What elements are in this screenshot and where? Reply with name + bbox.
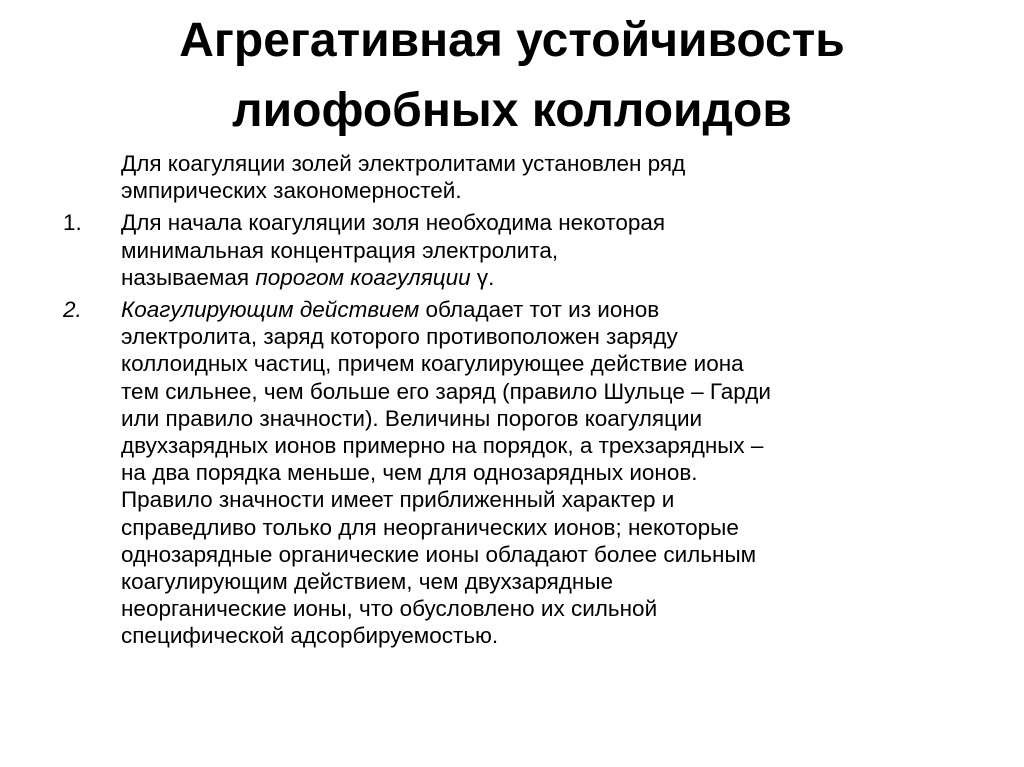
intro-line-1: Для коагуляции золей электролитами установлен ряд (121, 151, 686, 176)
item2-line: тем сильнее, чем больше его заряд (правило Шульце – Гарди (121, 378, 771, 404)
item1-line-3-prefix: называемая (121, 264, 256, 290)
title-line-2: лиофобных коллоидов (232, 84, 792, 137)
list-number-2: 2. (63, 297, 82, 323)
item2-line-1 (121, 296, 963, 323)
item2-line: коагулирующим действием, чем двухзарядные (121, 569, 614, 595)
item2-line: специфической адсорбируемостью. (121, 623, 499, 649)
item2-line: Правило значности имеет приближенный характер и (121, 487, 675, 513)
intro-paragraph (63, 150, 963, 204)
item2-line: справедливо только для неорганических ионов; некоторые (121, 514, 739, 540)
list-item-1 (63, 209, 963, 291)
item1-line-1: Для начала коагуляции золя необходима некоторая (121, 210, 666, 236)
coagulating-action-term: Коагулирующим действием (121, 297, 420, 323)
item2-line: коллоидных частиц, причем коагулирующее действие иона (121, 351, 744, 377)
list-item-2 (63, 296, 963, 650)
list-number-1: 1. (63, 210, 82, 236)
item2-line: однозарядные органические ионы обладают более сильным (121, 541, 757, 567)
item2-line: неорганические ионы, что обусловлено их сильной (121, 596, 658, 622)
item2-line: или правило значности). Величины порогов коагуляции (121, 405, 703, 431)
item2-line-1-rest: обладает тот из ионов (419, 297, 660, 323)
slide-body (63, 150, 963, 655)
coagulation-threshold-term: порогом коагуляции (255, 264, 471, 290)
title-line-1: Агрегативная устойчивость (179, 14, 845, 67)
item2-line: на два порядка меньше, чем для однозарядных ионов. (121, 460, 698, 486)
item1-line-3-suffix: γ. (470, 264, 495, 290)
slide-title (0, 0, 1024, 146)
item2-line: двухзарядных ионов примерно на порядок, а трехзарядных – (121, 433, 764, 459)
intro-line-2: эмпирических закономерностей. (121, 178, 462, 204)
item2-line: электролита, заряд которого противоположен заряду (121, 324, 678, 350)
item1-line-3 (121, 264, 963, 291)
item1-line-2: минимальная концентрация электролита, (121, 237, 559, 263)
